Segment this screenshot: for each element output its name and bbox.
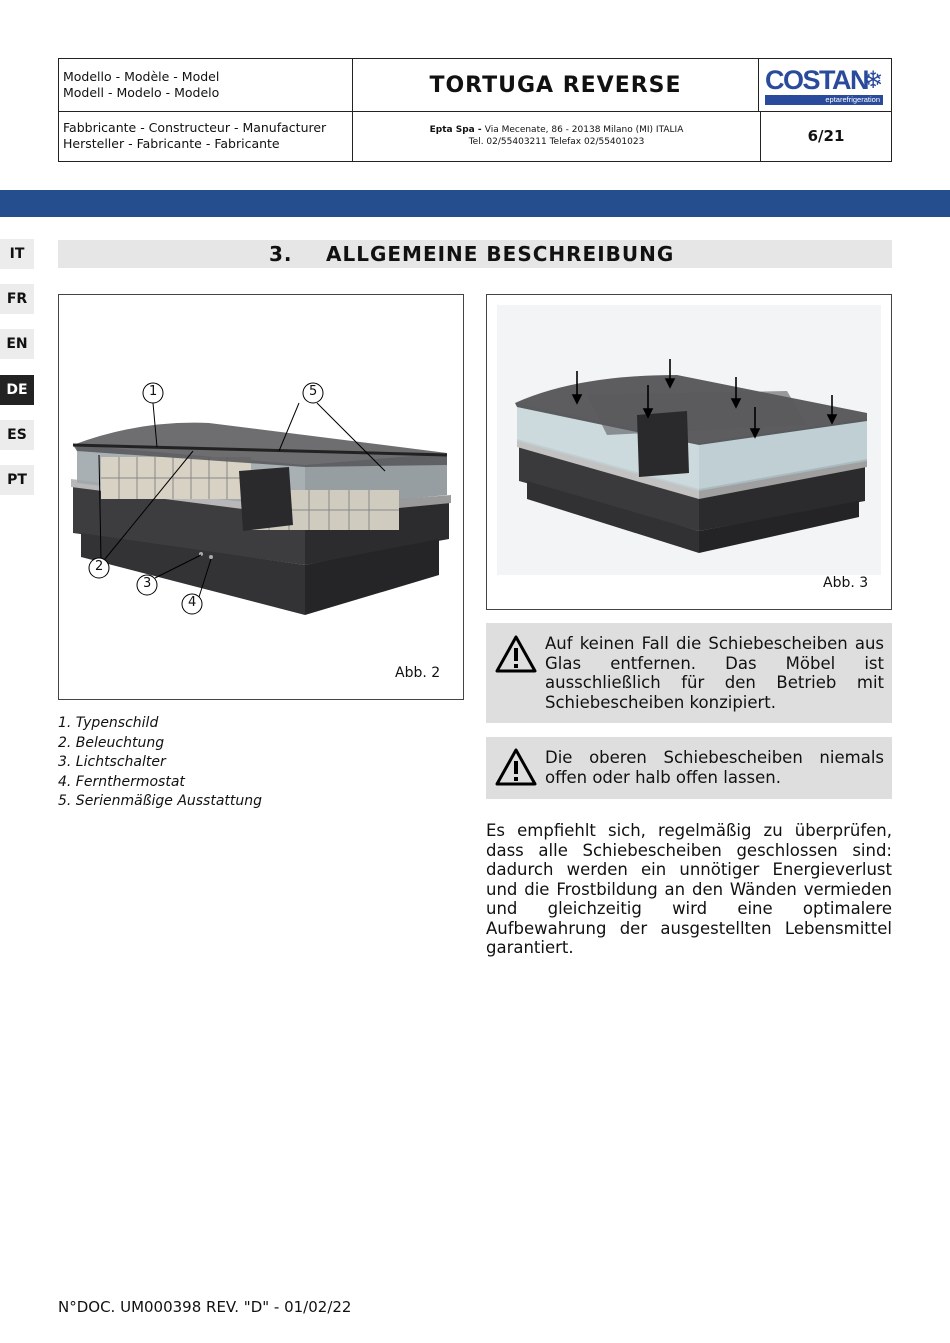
callout-3: 3 (143, 576, 152, 591)
manufacturer-label-line2: Hersteller - Fabricante - Fabricante (63, 136, 280, 151)
callout-5: 5 (309, 384, 318, 399)
section-title: ALLGEMEINE BESCHREIBUNG (326, 242, 675, 266)
logo-wordmark: COSTAN (765, 65, 868, 95)
lang-tab-en[interactable]: EN (0, 329, 34, 359)
legend-item: 5. Serienmäßige Ausstattung (58, 793, 263, 809)
brand-logo-cell (759, 59, 891, 112)
legend-item: 4. Fernthermostat (58, 773, 185, 790)
document-number: N°DOC. UM000398 REV. "D" - 01/02/22 (58, 1298, 352, 1316)
model-label (59, 59, 353, 112)
legend-item: 1. Typenschild (58, 715, 159, 731)
warning-icon (494, 634, 538, 674)
body-paragraph: Es empfiehlt sich, regelmäßig zu überprüfen, dass alle Schiebescheiben geschlossen sind: dadurch werden ein unnötiger Energieverlust und die Frostbildung an den Wänden vermieden und gleichzeitig wird eine optimalere Aufbewahrung der ausgestellten Lebensmittel garantiert. (486, 821, 892, 957)
section-number: 3. (269, 242, 293, 266)
manufacturer-label (59, 112, 353, 161)
header-band (0, 190, 950, 217)
warning-text: Auf keinen Fall die Schiebescheiben aus Glas entfernen. Das Möbel ist ausschließlich für den Betrieb mit Schiebescheiben konzipiert. (545, 634, 884, 712)
section-heading (58, 240, 892, 268)
callout-2: 2 (95, 559, 104, 574)
figure-3-caption: Abb. 3 (823, 575, 869, 591)
page-number: 6/21 (807, 127, 845, 145)
figure-2 (58, 294, 464, 700)
snowflake-icon: ❄ (863, 66, 884, 94)
lang-tab-it[interactable]: IT (0, 239, 34, 269)
figure-3 (486, 294, 892, 610)
lang-tab-pt[interactable]: PT (0, 465, 34, 495)
warning-text: Die oberen Schiebescheiben niemals offen oder halb offen lassen. (545, 748, 884, 787)
callout-1: 1 (149, 384, 158, 399)
warning-icon (494, 747, 538, 787)
model-name: TORTUGA REVERSE (353, 59, 759, 112)
legend-item: 2. Beleuchtung (58, 734, 165, 751)
company-address: Via Mecenate, 86 - 20138 Milano (MI) ITALIA (484, 125, 684, 135)
warning-box-lids (486, 737, 892, 799)
manufacturer-label-line1: Fabbricante - Constructeur - Manufacturer (63, 120, 327, 135)
lang-tab-es[interactable]: ES (0, 420, 34, 450)
freezer-illustration-arrows (487, 295, 891, 609)
header-table (58, 58, 892, 162)
warning-box-glass (486, 623, 892, 723)
logo-subtitle: eptarefrigeration (765, 95, 883, 105)
company-phone: Tel. 02/55403211 Telefax 02/55401023 (468, 137, 645, 147)
model-label-line2: Modell - Modelo - Modelo (63, 85, 220, 100)
manufacturer-info (353, 112, 761, 161)
figure-2-caption: Abb. 2 (395, 665, 441, 681)
figure-legend (58, 714, 262, 812)
lang-tab-fr[interactable]: FR (0, 284, 34, 314)
company-name: Epta Spa - (429, 125, 485, 135)
lang-tab-de[interactable]: DE (0, 375, 34, 405)
model-label-line1: Modello - Modèle - Model (63, 69, 220, 84)
callout-markers (59, 295, 463, 699)
callout-4: 4 (188, 595, 197, 610)
legend-item: 3. Lichtschalter (58, 754, 166, 770)
costan-logo (765, 65, 885, 107)
